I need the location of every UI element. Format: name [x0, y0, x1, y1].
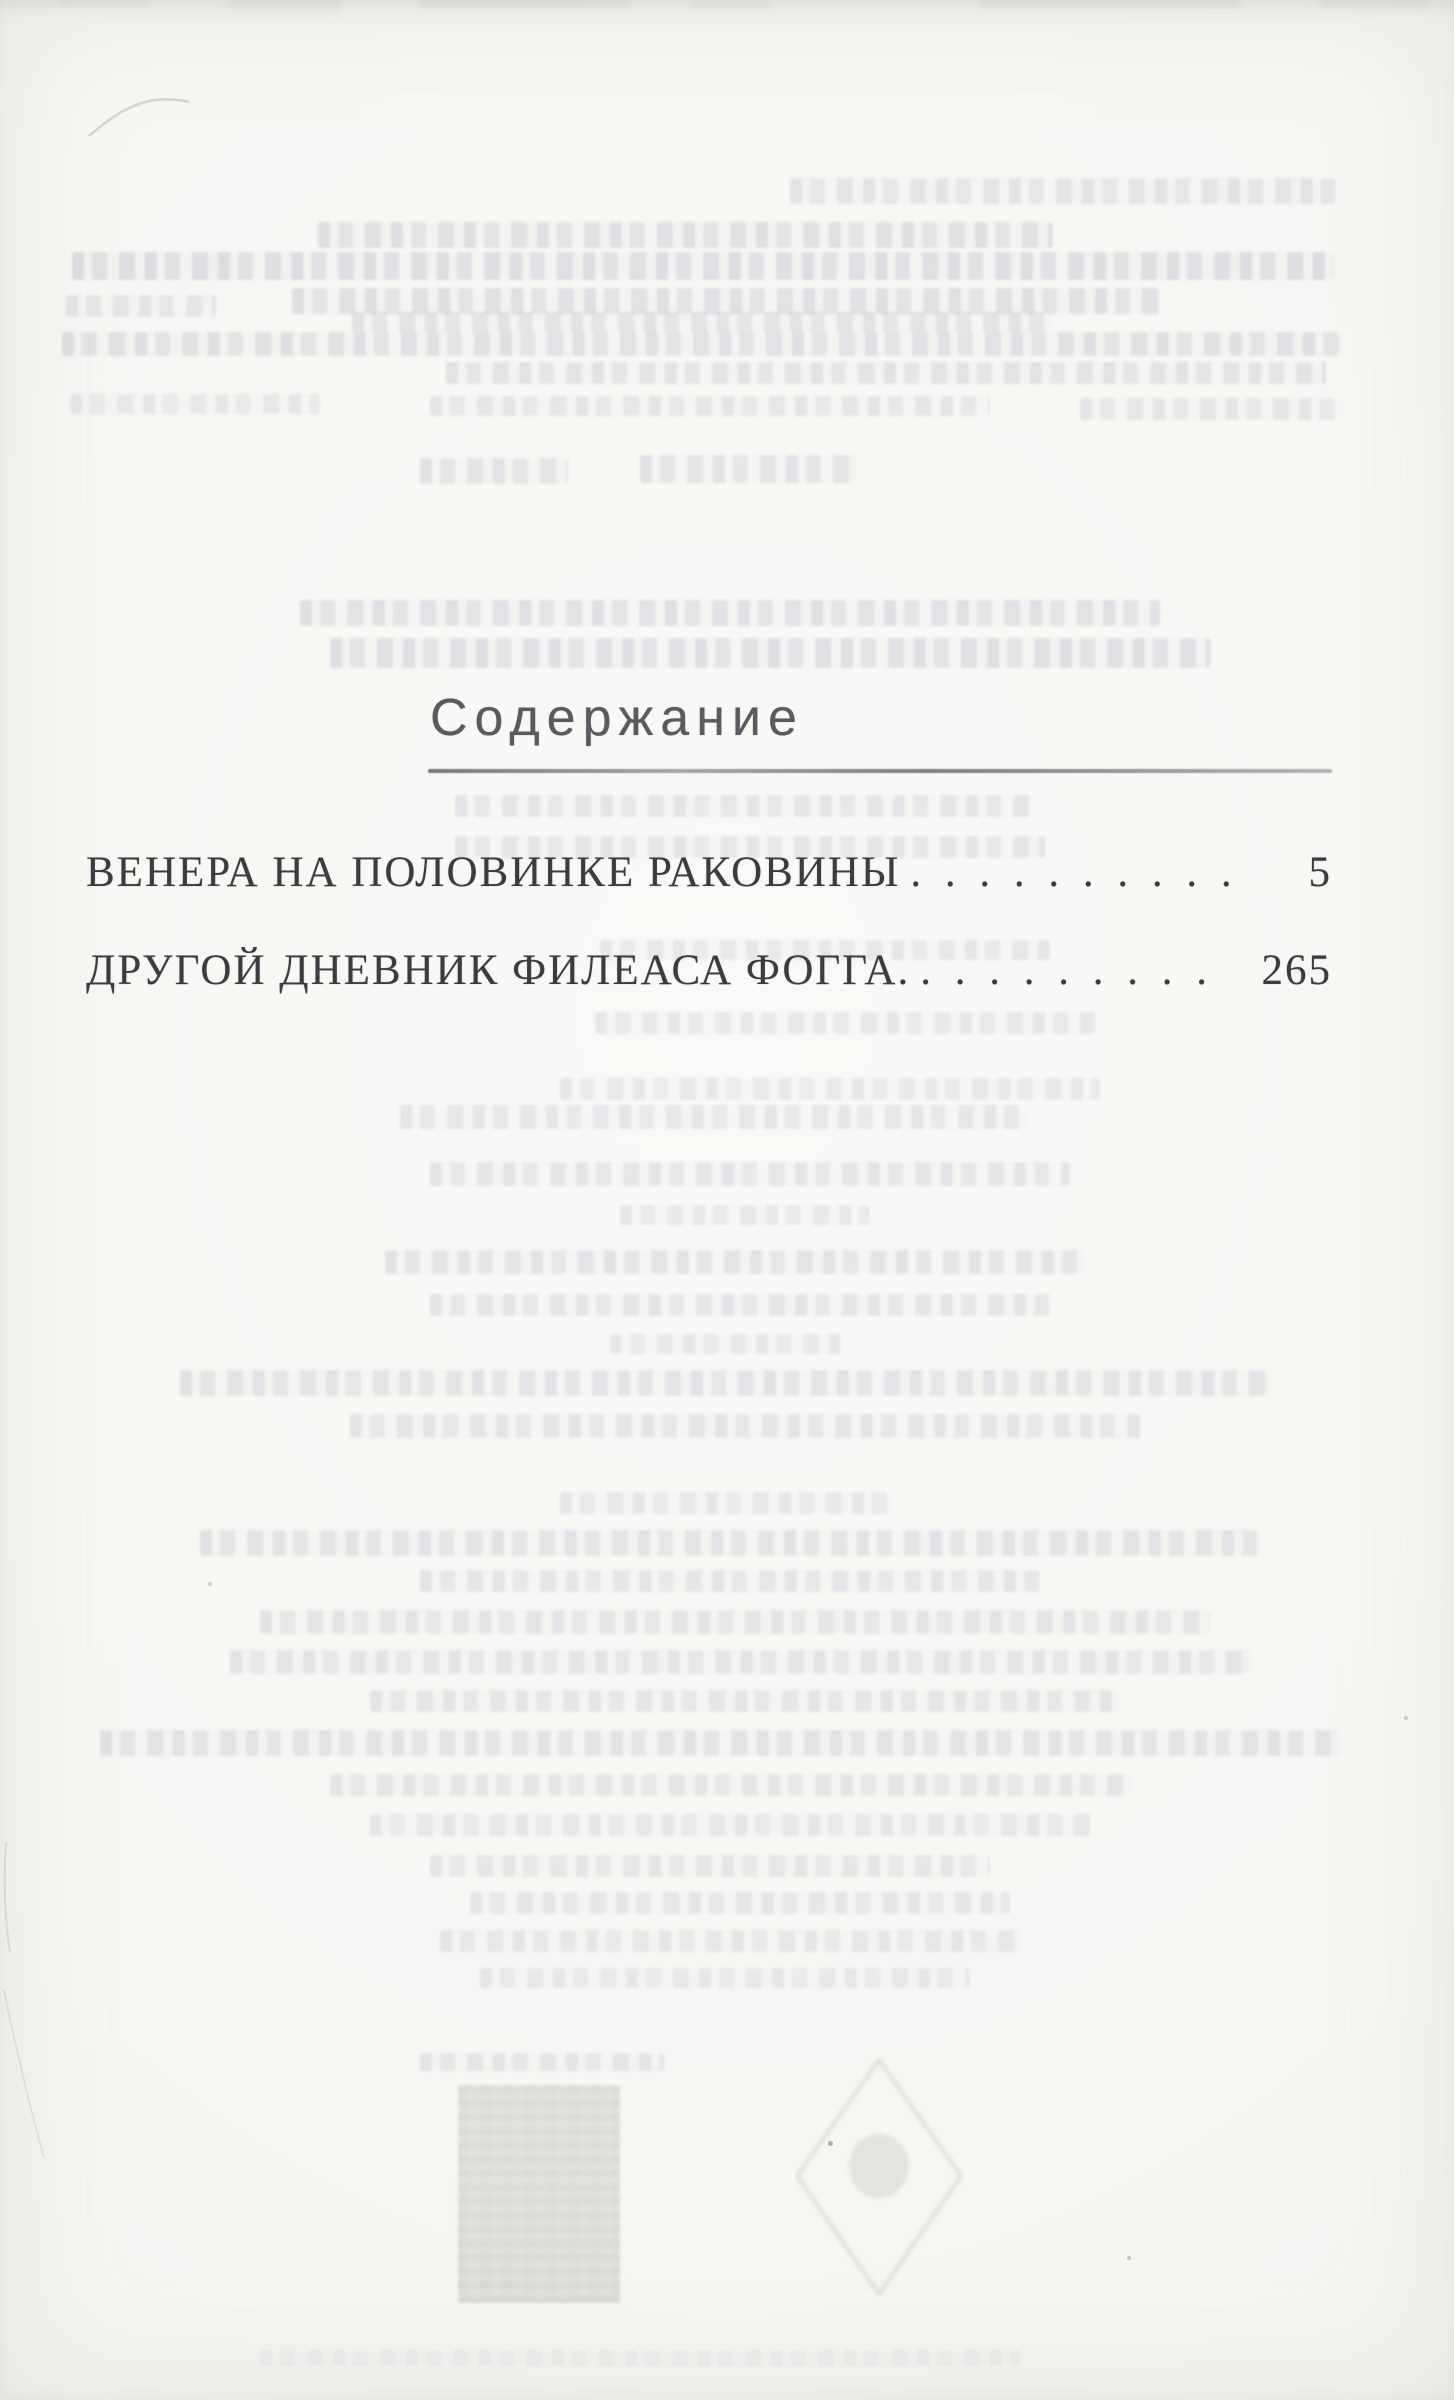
- toc-entry: [86, 946, 1332, 998]
- toc-entry-title: ВЕНЕРА НА ПОЛОВИНКЕ РАКОВИНЫ: [86, 849, 901, 896]
- heading-rule: [428, 769, 1332, 773]
- toc-entry: [86, 848, 1332, 900]
- toc-entry-title: ДРУГОЙ ДНЕВНИК ФИЛЕАСА ФОГГА.: [86, 947, 911, 994]
- toc-page-number: 5: [1308, 849, 1332, 896]
- toc-page-number: 265: [1261, 947, 1332, 994]
- toc-leader-dots: . . . . . . . . .: [920, 947, 1207, 994]
- toc-leader-dots: . . . . . . . . . .: [910, 849, 1232, 896]
- page-title: Содержание: [430, 689, 804, 747]
